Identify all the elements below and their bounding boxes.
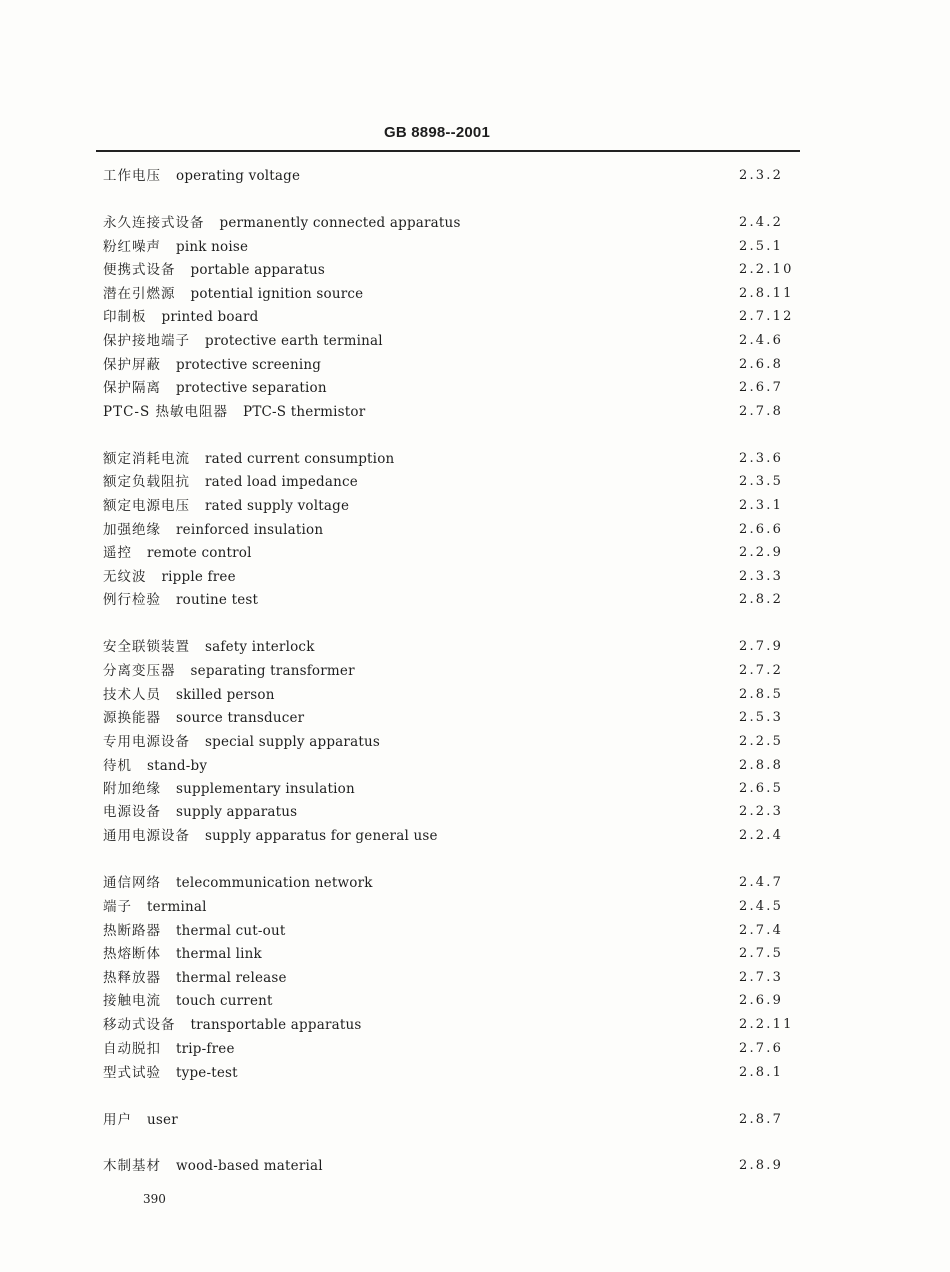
term-chinese: 通信网络: [103, 875, 161, 891]
index-entry: [103, 1038, 793, 1060]
term-english: special supply apparatus: [205, 734, 380, 750]
term-chinese: 安全联锁装置: [103, 639, 190, 655]
clause-reference: 2.2.3: [739, 804, 784, 819]
index-entry: [103, 707, 793, 729]
index-entry: [103, 778, 793, 800]
term-english: pink noise: [176, 239, 249, 255]
clause-reference: 2.5.1: [739, 239, 784, 254]
index-entry: [103, 825, 793, 847]
term-english: type-test: [176, 1065, 238, 1081]
term-english: permanently connected apparatus: [219, 215, 461, 231]
term-chinese: 热释放器: [103, 970, 161, 986]
index-entry: [103, 495, 793, 517]
clause-reference: 2.4.6: [739, 333, 784, 348]
term-chinese: 潜在引燃源: [103, 286, 176, 302]
index-entry: [103, 801, 793, 823]
term-english: rated current consumption: [205, 451, 395, 467]
index-entry: [103, 165, 793, 187]
term-english: transportable apparatus: [190, 1017, 362, 1033]
index-entry: [103, 1014, 793, 1036]
term-chinese: 电源设备: [103, 804, 161, 820]
clause-reference: 2.3.2: [739, 168, 784, 183]
clause-reference: 2.3.6: [739, 451, 784, 466]
index-entry: [103, 448, 793, 470]
term-english: rated supply voltage: [205, 498, 350, 514]
term-english: protective earth terminal: [205, 333, 383, 349]
term-chinese: PTC-S 热敏电阻器: [103, 404, 229, 420]
clause-reference: 2.3.1: [739, 498, 784, 513]
term-chinese: 额定电源电压: [103, 498, 190, 514]
term-chinese: 额定负载阻抗: [103, 474, 190, 490]
term-english: stand-by: [147, 758, 208, 774]
clause-reference: 2.8.8: [739, 758, 784, 773]
term-chinese: 永久连接式设备: [103, 215, 205, 231]
index-entry: [103, 519, 793, 541]
index-entry: [103, 259, 793, 281]
clause-reference: 2.7.6: [739, 1041, 784, 1056]
page-number: 390: [143, 1192, 166, 1206]
clause-reference: 2.8.2: [739, 592, 784, 607]
clause-reference: 2.4.5: [739, 899, 784, 914]
term-english: supply apparatus: [176, 804, 298, 820]
clause-reference: 2.7.12: [739, 309, 794, 324]
term-english: skilled person: [176, 687, 275, 703]
term-english: thermal cut-out: [176, 923, 286, 939]
term-english: protective screening: [176, 357, 322, 373]
term-english: potential ignition source: [190, 286, 364, 302]
index-entry: [103, 354, 793, 376]
term-english: thermal release: [176, 970, 287, 986]
term-chinese: 例行检验: [103, 592, 161, 608]
term-chinese: 工作电压: [103, 168, 161, 184]
clause-reference: 2.4.2: [739, 215, 784, 230]
term-chinese: 加强绝缘: [103, 522, 161, 538]
index-entry: [103, 636, 793, 658]
clause-reference: 2.2.10: [739, 262, 794, 277]
term-chinese: 附加绝缘: [103, 781, 161, 797]
term-chinese: 无纹波: [103, 569, 147, 585]
clause-reference: 2.8.11: [739, 286, 794, 301]
term-english: separating transformer: [190, 663, 355, 679]
term-chinese: 通用电源设备: [103, 828, 190, 844]
clause-reference: 2.7.9: [739, 639, 784, 654]
term-english: safety interlock: [205, 639, 315, 655]
index-entry: [103, 731, 793, 753]
term-english: telecommunication network: [176, 875, 373, 891]
term-english: reinforced insulation: [176, 522, 324, 538]
index-entry: [103, 1155, 793, 1177]
term-english: protective separation: [176, 380, 327, 396]
clause-reference: 2.7.4: [739, 923, 784, 938]
term-english: thermal link: [176, 946, 262, 962]
index-entry: [103, 330, 793, 352]
clause-reference: 2.3.3: [739, 569, 784, 584]
document-header: GB 8898--2001: [384, 124, 490, 141]
index-entry: [103, 872, 793, 894]
term-chinese: 热断路器: [103, 923, 161, 939]
term-english: printed board: [161, 309, 259, 325]
term-english: portable apparatus: [190, 262, 325, 278]
index-entry: [103, 401, 793, 423]
index-entry: [103, 896, 793, 918]
term-chinese: 保护隔离: [103, 380, 161, 396]
term-chinese: 便携式设备: [103, 262, 176, 278]
index-entry: [103, 920, 793, 942]
clause-reference: 2.6.9: [739, 993, 784, 1008]
term-chinese: 印制板: [103, 309, 147, 325]
term-chinese: 接触电流: [103, 993, 161, 1009]
term-english: supply apparatus for general use: [205, 828, 438, 844]
term-english: touch current: [176, 993, 273, 1009]
index-entry: [103, 471, 793, 493]
clause-reference: 2.8.5: [739, 687, 784, 702]
index-entry: [103, 212, 793, 234]
clause-reference: 2.6.5: [739, 781, 784, 796]
clause-reference: 2.8.1: [739, 1065, 784, 1080]
clause-reference: 2.5.3: [739, 710, 784, 725]
clause-reference: 2.6.6: [739, 522, 784, 537]
term-chinese: 用户: [103, 1112, 132, 1128]
index-entry: [103, 660, 793, 682]
clause-reference: 2.7.5: [739, 946, 784, 961]
index-entry: [103, 755, 793, 777]
clause-reference: 2.2.4: [739, 828, 784, 843]
term-english: source transducer: [176, 710, 305, 726]
term-chinese: 专用电源设备: [103, 734, 190, 750]
term-english: user: [147, 1112, 178, 1128]
term-chinese: 热熔断体: [103, 946, 161, 962]
term-chinese: 粉红噪声: [103, 239, 161, 255]
term-chinese: 保护接地端子: [103, 333, 190, 349]
term-chinese: 遥控: [103, 545, 132, 561]
clause-reference: 2.3.5: [739, 474, 784, 489]
term-chinese: 源换能器: [103, 710, 161, 726]
term-chinese: 分离变压器: [103, 663, 176, 679]
term-chinese: 保护屏蔽: [103, 357, 161, 373]
index-entry: [103, 1109, 793, 1131]
term-english: operating voltage: [176, 168, 301, 184]
term-english: PTC-S thermistor: [243, 404, 366, 420]
term-english: routine test: [176, 592, 259, 608]
term-english: remote control: [147, 545, 252, 561]
index-entry: [103, 684, 793, 706]
term-chinese: 自动脱扣: [103, 1041, 161, 1057]
index-entry: [103, 283, 793, 305]
index-entry: [103, 377, 793, 399]
index-entry: [103, 943, 793, 965]
term-english: terminal: [147, 899, 207, 915]
term-english: supplementary insulation: [176, 781, 355, 797]
clause-reference: 2.2.11: [739, 1017, 794, 1032]
term-chinese: 木制基材: [103, 1158, 161, 1174]
clause-reference: 2.7.2: [739, 663, 784, 678]
term-english: wood-based material: [176, 1158, 323, 1174]
index-entry: [103, 1062, 793, 1084]
clause-reference: 2.2.9: [739, 545, 784, 560]
term-chinese: 技术人员: [103, 687, 161, 703]
clause-reference: 2.7.8: [739, 404, 784, 419]
term-english: rated load impedance: [205, 474, 358, 490]
term-chinese: 端子: [103, 899, 132, 915]
term-english: ripple free: [161, 569, 236, 585]
clause-reference: 2.6.8: [739, 357, 784, 372]
term-english: trip-free: [176, 1041, 235, 1057]
index-entry: [103, 990, 793, 1012]
term-chinese: 移动式设备: [103, 1017, 176, 1033]
index-entry: [103, 566, 793, 588]
clause-reference: 2.4.7: [739, 875, 784, 890]
clause-reference: 2.2.5: [739, 734, 784, 749]
term-chinese: 型式试验: [103, 1065, 161, 1081]
index-entry: [103, 589, 793, 611]
index-entry: [103, 306, 793, 328]
index-entry: [103, 236, 793, 258]
clause-reference: 2.8.9: [739, 1158, 784, 1173]
clause-reference: 2.8.7: [739, 1112, 784, 1127]
clause-reference: 2.7.3: [739, 970, 784, 985]
index-entry: [103, 967, 793, 989]
term-chinese: 待机: [103, 758, 132, 774]
index-entry: [103, 542, 793, 564]
term-chinese: 额定消耗电流: [103, 451, 190, 467]
clause-reference: 2.6.7: [739, 380, 784, 395]
